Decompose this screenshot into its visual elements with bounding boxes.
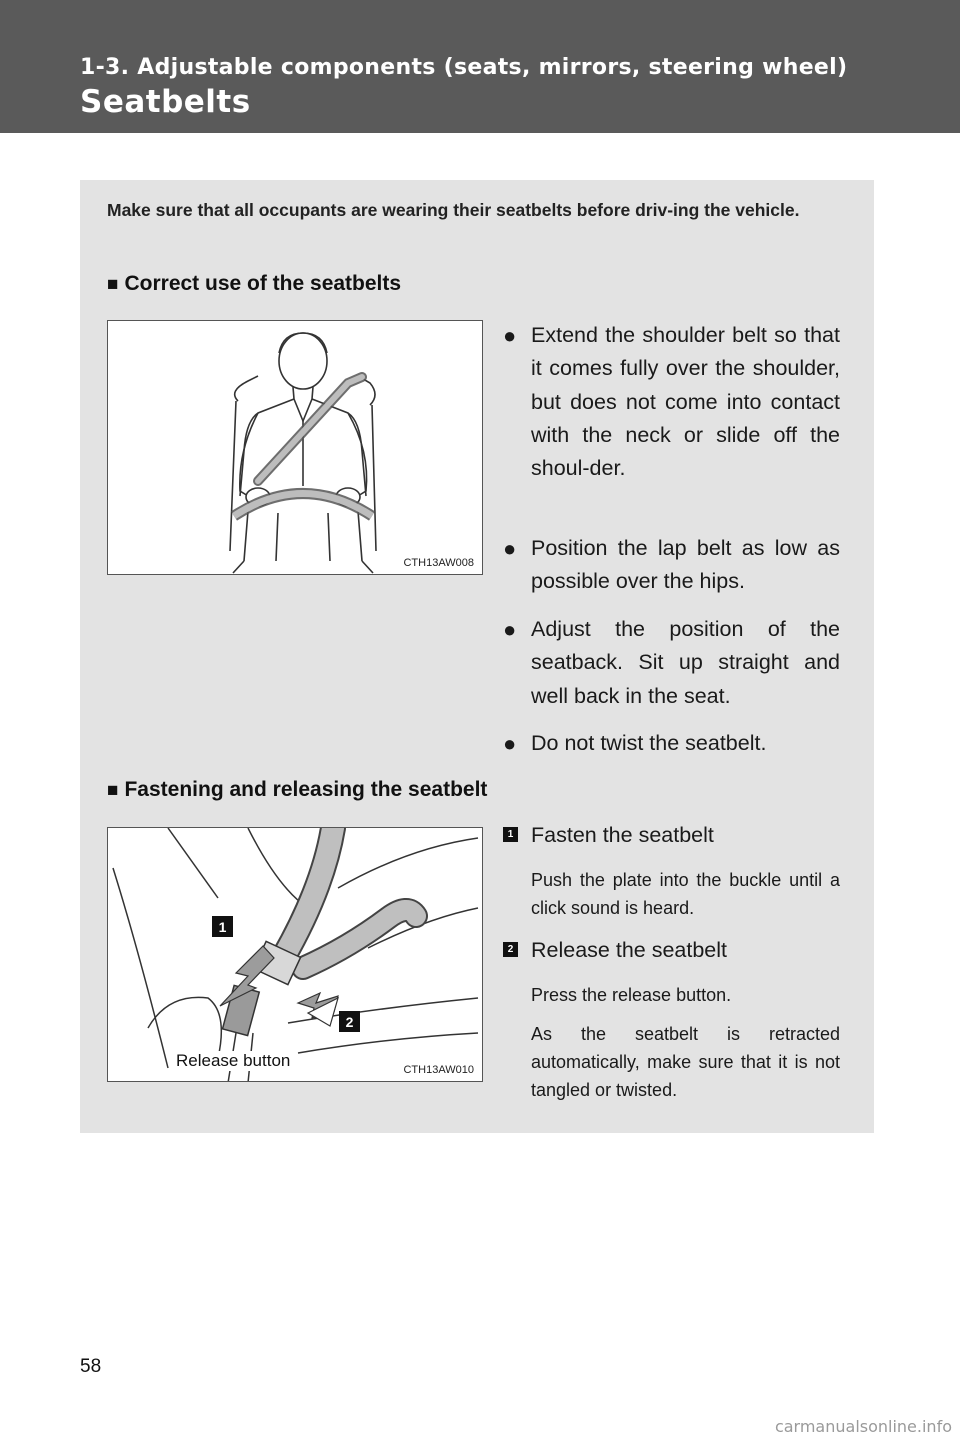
step-description: Press the release button. (531, 985, 732, 1005)
bullet-item (503, 613, 840, 713)
step-title: Release the seatbelt (531, 938, 728, 962)
figure-code: CTH13AW010 (403, 1064, 474, 1076)
seated-occupant-illustration (108, 321, 483, 575)
step-fasten (503, 820, 840, 850)
round-bullet-icon: ● (503, 731, 517, 756)
figure-buckle (107, 827, 483, 1082)
step-release (503, 935, 840, 965)
step-number-badge: 2 (503, 942, 518, 957)
step-description: As the seatbelt is retracted automatically, make sure that it is not tangled or twisted. (531, 1024, 840, 1100)
round-bullet-icon: ● (503, 323, 517, 348)
bullet-item (503, 727, 840, 760)
bullet-text: Do not twist the seatbelt. (531, 731, 767, 755)
release-button-label: Release button (173, 1051, 293, 1071)
bullet-text: Extend the shoulder belt so that it comes fully over the shoulder, but does not come into contact with the neck or slide off the shoul-der. (531, 323, 840, 481)
section-title: 1-3. Adjustable components (seats, mirrors, steering wheel) (80, 55, 848, 80)
step-title: Fasten the seatbelt (531, 823, 714, 847)
buckle-illustration (108, 828, 483, 1082)
heading-fastening (107, 778, 487, 802)
bullet-item (503, 532, 840, 599)
callout-2-label: 2 (345, 1014, 354, 1030)
heading-correct-use-text: Correct use of the seatbelts (124, 272, 402, 295)
step-description: Push the plate into the buckle until a click sound is heard. (531, 870, 840, 918)
round-bullet-icon: ● (503, 536, 517, 561)
square-bullet-icon: ■ (107, 780, 119, 801)
intro-text: Make sure that all occupants are wearing their seatbelts before driv-ing the vehicle. (107, 200, 800, 220)
heading-fastening-text: Fastening and releasing the seatbelt (124, 778, 488, 801)
page-header (0, 0, 960, 133)
round-bullet-icon: ● (503, 617, 517, 642)
page-number: 58 (80, 1356, 102, 1377)
bullet-item (503, 319, 840, 485)
bullet-text: Position the lap belt as low as possible over the hips. (531, 536, 840, 594)
callout-1-label: 1 (218, 919, 227, 935)
watermark[interactable]: carmanualsonline.info (774, 1417, 952, 1436)
bullet-text: Adjust the position of the seatback. Sit up straight and well back in the seat. (531, 617, 840, 708)
figure-seated-occupant (107, 320, 483, 575)
heading-correct-use (107, 272, 401, 296)
step-number-badge: 1 (503, 827, 518, 842)
square-bullet-icon: ■ (107, 274, 119, 295)
page-title: Seatbelts (80, 84, 251, 120)
figure-code: CTH13AW008 (403, 557, 474, 569)
